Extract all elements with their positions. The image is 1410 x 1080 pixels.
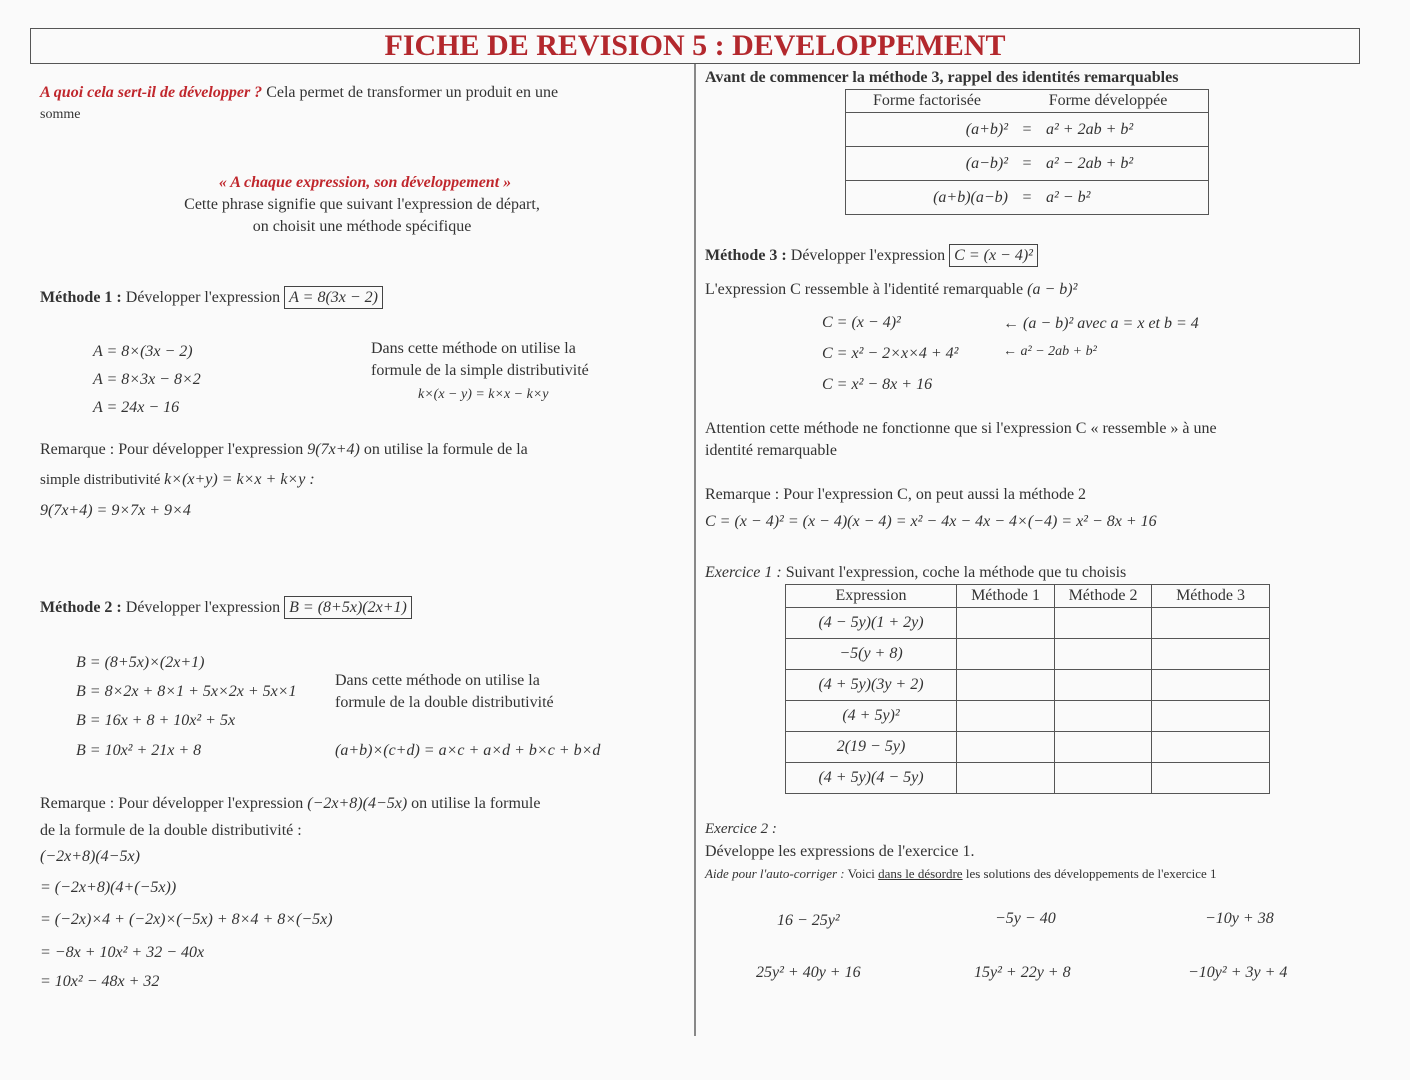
expression-cell: 2(19 − 5y) <box>786 732 957 763</box>
table-row <box>846 181 1209 215</box>
remark1-formula: k×(x+y) = k×x + k×y : <box>164 471 315 488</box>
remark3-line: Remarque : Pour l'expression C, on peut aussi la méthode 2 <box>705 486 1087 503</box>
identity-eq: = <box>1022 154 1032 172</box>
method2-checkbox[interactable] <box>1055 608 1152 639</box>
table-row <box>786 608 1270 639</box>
exercise1-text: Suivant l'expression, coche la méthode que tu choisis <box>785 564 1127 581</box>
remark2-text-b: on utilise la formule <box>411 795 541 812</box>
remark3-expr: C = (x − 4)² = (x − 4)(x − 4) = x² − 4x − 4x − 4×(−4) = x² − 8x + 16 <box>705 513 1157 530</box>
remark1-line2 <box>40 471 315 489</box>
exercise1-header: Méthode 2 <box>1055 585 1152 608</box>
method1-step: A = 24x − 16 <box>93 399 180 416</box>
method2-step: B = 10x² + 21x + 8 <box>76 742 202 759</box>
method3-resemble <box>705 281 1077 299</box>
identity-left: (a+b)² <box>965 120 1008 138</box>
method2-text: Développer l'expression <box>125 599 281 616</box>
attention-line-1: Attention cette méthode ne fonctionne que si l'expression C « ressemble » à une <box>705 420 1217 437</box>
identity-cell <box>846 147 1209 181</box>
help-text-b: dans le désordre <box>878 866 963 881</box>
table-row <box>786 763 1270 794</box>
method2-note-2: formule de la double distributivité <box>335 694 554 711</box>
intro-line <box>40 84 558 102</box>
intro-question: A quoi cela sert-il de développer ? <box>40 84 263 101</box>
exercise1-header: Méthode 1 <box>957 585 1055 608</box>
remark2-expr: (−2x+8)(4−5x) <box>307 795 408 812</box>
method3-expr: C = (x − 4)² <box>949 244 1038 267</box>
quote-text: « A chaque expression, son développement » <box>218 174 512 191</box>
method1-note-1: Dans cette méthode on utilise la <box>371 340 576 357</box>
remark2-step: = 10x² − 48x + 32 <box>40 973 160 990</box>
method1-checkbox[interactable] <box>957 670 1055 701</box>
method3-checkbox[interactable] <box>1152 608 1270 639</box>
identity-left: (a+b)(a−b) <box>933 188 1008 206</box>
identities-header: Forme développée <box>1008 90 1209 113</box>
solution-item: 15y² + 22y + 8 <box>974 964 1071 981</box>
solution-item: −5y − 40 <box>995 910 1056 927</box>
method2-checkbox[interactable] <box>1055 763 1152 794</box>
remark2-line2: de la formule de la double distributivité : <box>40 822 302 839</box>
help-text-c: les solutions des développements de l'exercice 1 <box>965 866 1217 881</box>
method1-formula: k×(x − y) = k×x − k×y <box>418 387 549 402</box>
solution-item: −10y + 38 <box>1205 910 1274 927</box>
table-row <box>846 113 1209 147</box>
solution-item: −10y² + 3y + 4 <box>1188 964 1288 981</box>
method2-formula: (a+b)×(c+d) = a×c + a×d + b×c + b×d <box>335 742 601 759</box>
method3-checkbox[interactable] <box>1152 670 1270 701</box>
identity-left: (a−b)² <box>965 154 1008 172</box>
exercise1-header: Expression <box>786 585 957 608</box>
method2-expr: B = (8+5x)(2x+1) <box>284 596 412 619</box>
remark1-text-c: simple distributivité <box>40 472 161 488</box>
exercise2-help <box>705 866 1217 882</box>
table-row <box>786 670 1270 701</box>
quote-line-1: Cette phrase signifie que suivant l'expression de départ, <box>184 196 540 213</box>
exercise2-text: Développe les expressions de l'exercice 1. <box>705 843 975 860</box>
exercise1-table <box>785 584 1270 794</box>
identities-table <box>845 89 1209 215</box>
table-row <box>786 701 1270 732</box>
intro-answer-cont: somme <box>40 107 81 122</box>
exercise1-header: Méthode 3 <box>1152 585 1270 608</box>
method3-label: Méthode 3 : <box>705 247 787 264</box>
method3-resemble-expr: (a − b)² <box>1027 281 1078 298</box>
expression-cell: −5(y + 8) <box>786 639 957 670</box>
method1-checkbox[interactable] <box>957 639 1055 670</box>
method3-checkbox[interactable] <box>1152 639 1270 670</box>
identity-eq: = <box>1022 188 1032 206</box>
method1-expr: A = 8(3x − 2) <box>284 286 383 309</box>
method3-step: C = (x − 4)² <box>822 314 901 331</box>
method1-step: A = 8×3x − 8×2 <box>93 371 201 388</box>
method2-checkbox[interactable] <box>1055 701 1152 732</box>
method2-step: B = 16x + 8 + 10x² + 5x <box>76 712 236 729</box>
method3-resemble-text: L'expression C ressemble à l'identité remarquable <box>705 281 1024 298</box>
method1-step: A = 8×(3x − 2) <box>93 343 193 360</box>
table-row <box>786 639 1270 670</box>
method3-step: C = x² − 2×x×4 + 4² <box>822 345 959 362</box>
table-row <box>846 147 1209 181</box>
identity-right: a² + 2ab + b² <box>1046 120 1134 138</box>
page-title: FICHE DE REVISION 5 : DEVELOPPEMENT <box>30 28 1360 64</box>
remark1-text-b: on utilise la formule de la <box>363 441 528 458</box>
method1-text: Développer l'expression <box>125 289 281 306</box>
method3-heading <box>705 247 1038 265</box>
method1-checkbox[interactable] <box>957 701 1055 732</box>
remark2-text: Remarque : Pour développer l'expression <box>40 795 304 812</box>
method3-step: C = x² − 8x + 16 <box>822 376 933 393</box>
remark1-expr: 9(7x+4) <box>307 441 360 458</box>
method2-label: Méthode 2 : <box>40 599 122 616</box>
attention-line-2: identité remarquable <box>705 442 837 459</box>
method1-checkbox[interactable] <box>957 763 1055 794</box>
identity-eq: = <box>1022 120 1032 138</box>
exercise1-heading <box>705 564 1126 582</box>
remark2-step: = −8x + 10x² + 32 − 40x <box>40 944 205 961</box>
expression-cell: (4 + 5y)(4 − 5y) <box>786 763 957 794</box>
method2-step: B = (8+5x)×(2x+1) <box>76 654 205 671</box>
method3-hint: ← a² − 2ab + b² <box>1003 344 1097 359</box>
method2-checkbox[interactable] <box>1055 639 1152 670</box>
expression-cell: (4 + 5y)² <box>786 701 957 732</box>
help-text-a: Voici <box>847 866 875 881</box>
method2-heading <box>40 599 412 617</box>
exercise1-label: Exercice 1 : <box>705 564 782 581</box>
expression-cell: (4 + 5y)(3y + 2) <box>786 670 957 701</box>
method3-text: Développer l'expression <box>790 247 946 264</box>
method2-step: B = 8×2x + 8×1 + 5x×2x + 5x×1 <box>76 683 297 700</box>
identity-right: a² − 2ab + b² <box>1046 154 1134 172</box>
method2-checkbox[interactable] <box>1055 670 1152 701</box>
identities-heading: Avant de commencer la méthode 3, rappel des identités remarquables <box>705 69 1179 86</box>
method1-label: Méthode 1 : <box>40 289 122 306</box>
method3-checkbox[interactable] <box>1152 701 1270 732</box>
remark1-line1 <box>40 441 528 459</box>
identity-right: a² − b² <box>1046 188 1091 206</box>
method1-checkbox[interactable] <box>957 608 1055 639</box>
remark2-step: = (−2x+8)(4+(−5x)) <box>40 879 177 896</box>
method1-heading <box>40 289 383 307</box>
method2-checkbox[interactable] <box>1055 732 1152 763</box>
quote <box>40 174 690 192</box>
quote-line-2: on choisit une méthode spécifique <box>252 218 472 235</box>
exercise2-label: Exercice 2 : <box>705 821 777 837</box>
remark2-step: = (−2x)×4 + (−2x)×(−5x) + 8×4 + 8×(−5x) <box>40 911 333 928</box>
method2-note-1: Dans cette méthode on utilise la <box>335 672 540 689</box>
method3-hint: ← (a − b)² avec a = x et b = 4 <box>1003 315 1199 332</box>
remark1-result: 9(7x+4) = 9×7x + 9×4 <box>40 502 191 519</box>
help-label: Aide pour l'auto-corriger : <box>705 866 845 881</box>
method1-checkbox[interactable] <box>957 732 1055 763</box>
remark1-text: Remarque : Pour développer l'expression <box>40 441 304 458</box>
solution-item: 25y² + 40y + 16 <box>756 964 861 981</box>
expression-cell: (4 − 5y)(1 + 2y) <box>786 608 957 639</box>
remark2-line1 <box>40 795 540 813</box>
identity-cell <box>846 181 1209 215</box>
method3-checkbox[interactable] <box>1152 732 1270 763</box>
method1-note-2: formule de la simple distributivité <box>371 362 589 379</box>
identity-cell <box>846 113 1209 147</box>
solution-item: 16 − 25y² <box>777 912 840 929</box>
method3-checkbox[interactable] <box>1152 763 1270 794</box>
table-row <box>786 732 1270 763</box>
identities-header: Forme factorisée <box>846 90 1009 113</box>
remark2-step: (−2x+8)(4−5x) <box>40 848 140 865</box>
intro-answer: Cela permet de transformer un produit en une <box>266 84 559 101</box>
